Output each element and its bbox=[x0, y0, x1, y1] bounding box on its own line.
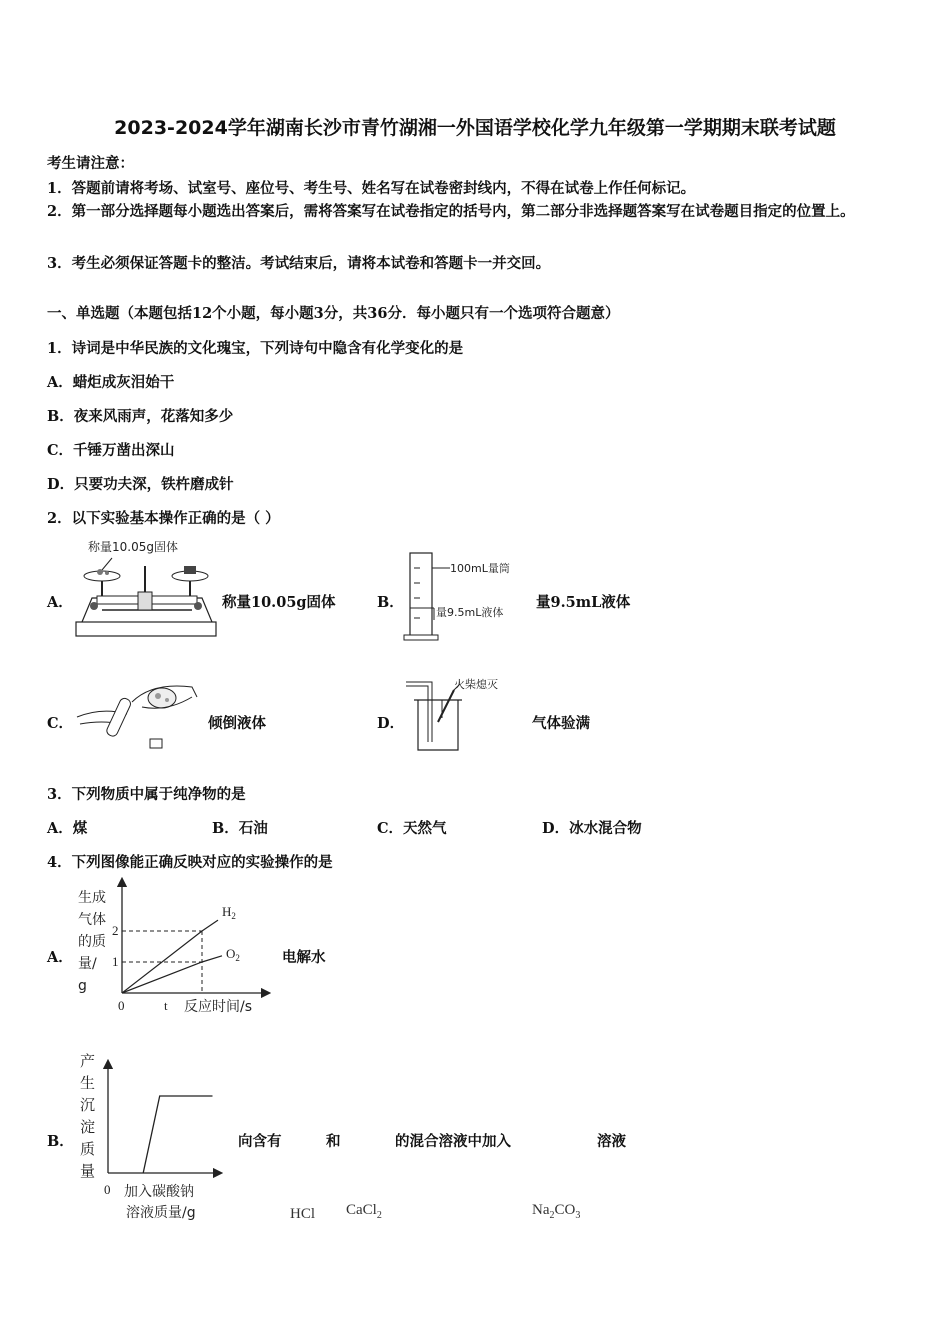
chart-b-ylabel bbox=[80, 1052, 95, 1180]
notice-item-1: 1．答题前请将考场、试室号、座位号、考生号、姓名写在试卷密封线内，不得在试卷上作任何标记。 bbox=[47, 180, 696, 197]
q4-a-text: 电解水 bbox=[282, 949, 326, 966]
q4-b-text-1: 向含有 bbox=[238, 1133, 282, 1150]
q3-option-d: D．冰水混合物 bbox=[542, 820, 642, 837]
q1-stem: 1．诗词是中华民族的文化瑰宝，下列诗句中隐含有化学变化的是 bbox=[47, 340, 464, 357]
q3-stem: 3．下列物质中属于纯净物的是 bbox=[47, 786, 246, 803]
chart-b-ylabel-char: 质 bbox=[80, 1140, 96, 1158]
notice-item-3: 3．考生必须保证答题卡的整洁。考试结束后，请将本试卷和答题卡一并交回。 bbox=[47, 255, 551, 272]
chart-a-y-tick-2: 2 bbox=[112, 923, 119, 938]
q2-c-text: 倾倒液体 bbox=[208, 715, 266, 732]
q2-b-text: 量9.5mL液体 bbox=[536, 594, 631, 611]
q3-option-c: C．天然气 bbox=[377, 820, 447, 837]
q2-d-label: D． bbox=[377, 715, 405, 732]
chart-a-series-label-O2: $O_2$ bbox=[226, 945, 240, 963]
chart-a-y-tick-1: 1 bbox=[112, 954, 119, 969]
notice-heading: 考生请注意： bbox=[47, 155, 134, 172]
q1-option-d: D．只要功夫深，铁杵磨成针 bbox=[47, 476, 234, 493]
chart-b-ylabel-char: 沉 bbox=[80, 1096, 96, 1114]
q2-stem: 2．以下实验基本操作正确的是（ ） bbox=[47, 510, 280, 527]
formula-hcl: HCl bbox=[290, 1206, 316, 1222]
cylinder-caption-1: 100mL量筒 bbox=[450, 562, 510, 575]
chart-a-origin: 0 bbox=[118, 998, 125, 1013]
q1-option-c: C．千锤万凿出深山 bbox=[47, 442, 175, 459]
formula-cacl2: CaCl$_2$ bbox=[346, 1202, 382, 1221]
gas-bottle-figure bbox=[400, 672, 535, 754]
q2-d-text: 气体验满 bbox=[532, 715, 590, 732]
formula-na2co3: $Na_2CO_3$ bbox=[532, 1202, 581, 1221]
chart-a-xlabel: 反应时间/s bbox=[184, 999, 253, 1015]
q3-option-b: B．石油 bbox=[212, 820, 268, 837]
q3-option-a: A．煤 bbox=[47, 820, 88, 837]
chart-b-ylabel-char: 生 bbox=[80, 1074, 96, 1092]
chart-b-origin: 0 bbox=[104, 1182, 111, 1197]
chart-b-ylabel-char: 量 bbox=[80, 1162, 96, 1180]
section-heading: 一、单选题（本题包括12个小题，每小题3分，共36分．每小题只有一个选项符合题意） bbox=[47, 305, 620, 322]
chart-b-xlabel bbox=[124, 1183, 196, 1221]
chart-b-series-line bbox=[143, 1096, 212, 1173]
gas-bottle-caption: 火柴熄灭 bbox=[454, 678, 498, 691]
chart-b-xlabel-line: 加入碳酸钠 bbox=[124, 1184, 194, 1200]
cylinder-figure bbox=[400, 548, 535, 642]
chart-b-xlabel-line: 溶液质量/g bbox=[126, 1205, 196, 1221]
q4-stem: 4．下列图像能正确反映对应的实验操作的是 bbox=[47, 854, 333, 871]
notice-item-2: 2．第一部分选择题每小题选出答案后，需将答案写在试卷指定的括号内，第二部分非选择题答案写在试卷题目指定的位置上。 bbox=[47, 203, 855, 220]
q2-b-label: B． bbox=[377, 594, 404, 611]
q4-b-text-4: 溶液 bbox=[597, 1133, 626, 1150]
q4-b-label: B． bbox=[47, 1133, 74, 1150]
q2-c-label: C． bbox=[47, 715, 74, 732]
q1-option-b: B．夜来风雨声，花落知多少 bbox=[47, 408, 234, 425]
q2-a-text: 称量10.05g固体 bbox=[222, 594, 336, 611]
balance-caption: 称量10.05g固体 bbox=[88, 540, 178, 554]
precipitate-chart bbox=[74, 1048, 224, 1228]
page-title: 2023-2024学年湖南长沙市青竹湖湘一外国语学校化学九年级第一学期期末联考试题 bbox=[114, 117, 836, 139]
chart-b-ylabel-char: 淀 bbox=[80, 1118, 96, 1136]
chart-a-series-label-H2: $H_2$ bbox=[222, 904, 236, 922]
electrolysis-chart bbox=[74, 876, 279, 1021]
balance-figure bbox=[72, 536, 222, 640]
chart-a-x-tick: t bbox=[164, 998, 168, 1013]
q4-b-text-3: 的混合溶液中加入 bbox=[395, 1133, 511, 1150]
chart-a-ylabel: 生成气体的质量/ g bbox=[78, 890, 106, 994]
pouring-figure bbox=[72, 672, 207, 754]
q2-a-label: A． bbox=[47, 594, 73, 611]
q4-b-text-2: 和 bbox=[326, 1133, 341, 1150]
q4-a-label: A． bbox=[47, 949, 73, 966]
cylinder-caption-2: 量9.5mL液体 bbox=[436, 606, 504, 619]
chart-a-series-O2 bbox=[122, 956, 222, 993]
q1-option-a: A．蜡炬成灰泪始干 bbox=[47, 374, 175, 391]
chart-b-ylabel-char: 产 bbox=[80, 1052, 96, 1070]
